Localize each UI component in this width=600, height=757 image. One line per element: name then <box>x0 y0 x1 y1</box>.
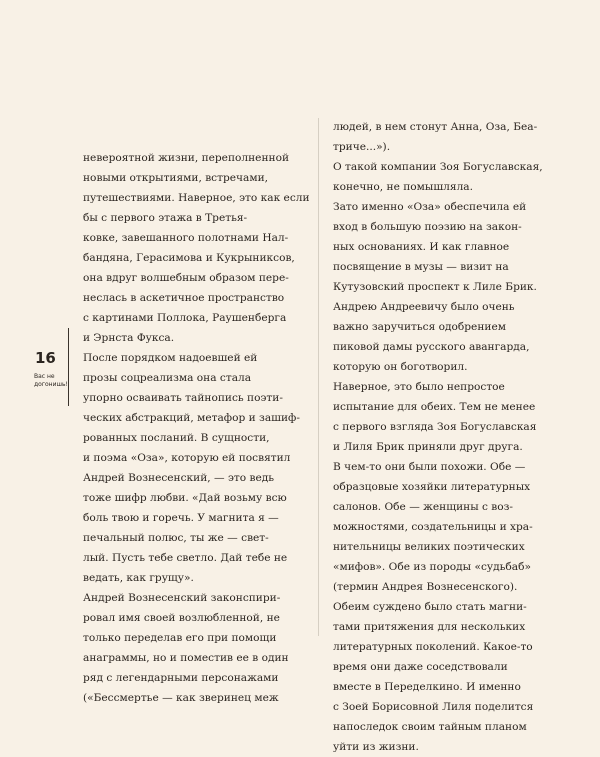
text-line: Зато именно «Оза» обеспечила ей <box>333 201 527 213</box>
text-line: тоже шифр любви. «Дай возьму всю <box>83 492 287 504</box>
text-line: (термин Андрея Вознесенского). <box>333 581 518 593</box>
text-line: уйти из жизни. <box>333 741 419 753</box>
text-line: О такой компании Зоя Богуславская, <box>333 161 543 173</box>
text-line: Андрею Андреевичу было очень <box>333 301 515 313</box>
text-line: В чем-то они были похожи. Обе — <box>333 461 526 473</box>
margin-rule <box>68 328 69 406</box>
text-line: и Эрнста Фукса. <box>83 332 175 344</box>
text-line: с Зоей Борисовной Лиля поделится <box>333 701 534 713</box>
text-line: важно заручиться одобрением <box>333 321 506 333</box>
text-line: ровал имя своей возлюбленной, не <box>83 612 280 624</box>
text-line: пиковой дамы русского авангарда, <box>333 341 530 353</box>
text-line: рованных посланий. В сущности, <box>83 432 270 444</box>
text-line: бы с первого этажа в Третья- <box>83 212 248 224</box>
text-line: с первого взгляда Зоя Богуславская <box>333 421 537 433</box>
page-number: 16 <box>35 349 56 367</box>
text-line: Наверное, это было непростое <box>333 381 505 393</box>
text-line: печальный полюс, ты же — свет- <box>83 532 269 544</box>
text-line: она вдруг волшебным образом пере- <box>83 272 289 284</box>
text-line: литературных поколений. Какое-то <box>333 641 533 653</box>
text-line: новыми открытиями, встречами, <box>83 172 269 184</box>
text-line: невероятной жизни, переполненной <box>83 152 290 164</box>
text-line: время они даже соседствовали <box>333 661 508 673</box>
text-line: ческих абстракций, метафор и зашиф- <box>83 412 300 424</box>
text-line: неслась в аскетичное пространство <box>83 292 285 304</box>
text-line: напоследок своим тайным планом <box>333 721 527 733</box>
text-line: ряд с легендарными персонажами <box>83 672 279 684</box>
text-line: ных основаниях. И как главное <box>333 241 510 253</box>
text-line: вход в большую поэзию на закон- <box>333 221 522 233</box>
text-line: После порядком надоевшей ей <box>83 352 258 364</box>
text-line: с картинами Поллока, Раушенберга <box>83 312 287 324</box>
text-line: лый. Пусть тебе светло. Дай тебе не <box>83 552 288 564</box>
text-line: и поэма «Оза», которую ей посвятил <box>83 452 291 464</box>
text-line: анаграммы, но и поместив ее в один <box>83 652 289 664</box>
left-text-column <box>83 148 328 708</box>
text-line: посвящение в музы — визит на <box>333 261 509 273</box>
running-title-line: Вас не <box>34 373 55 380</box>
text-line: только переделав его при помощи <box>83 632 277 644</box>
text-line: людей, в нем стонут Анна, Оза, Беа- <box>333 121 538 133</box>
text-line: ведать, как грущу». <box>83 572 194 584</box>
text-line: боль твою и горечь. У магнита я — <box>83 512 279 524</box>
text-line: Кутузовский проспект к Лиле Брик. <box>333 281 537 293</box>
text-line: путешествиями. Наверное, это как если <box>83 192 310 204</box>
text-line: прозы соцреализма она стала <box>83 372 252 384</box>
text-line: ковке, завешанного полотнами Нал- <box>83 232 289 244</box>
running-title-line: догонишь! <box>34 381 68 388</box>
running-title <box>34 373 68 389</box>
text-line: Обеим суждено было стать магни- <box>333 601 527 613</box>
text-line: тами притяжения для нескольких <box>333 621 526 633</box>
right-text-column <box>333 117 578 757</box>
text-line: испытание для обеих. Тем не менее <box>333 401 536 413</box>
text-line: Андрей Вознесенский, — это ведь <box>83 472 275 484</box>
text-line: триче...»). <box>333 141 391 153</box>
text-line: упорно осваивать тайнопись поэти- <box>83 392 283 404</box>
text-line: которую он боготворил. <box>333 361 468 373</box>
text-line: салонов. Обе — женщины с воз- <box>333 501 514 513</box>
text-line: вместе в Переделкино. И именно <box>333 681 521 693</box>
text-line: конечно, не помышляла. <box>333 181 473 193</box>
text-line: можностями, создательницы и хра- <box>333 521 533 533</box>
text-line: («Бессмертье — как зверинец меж <box>83 692 279 704</box>
text-line: «мифов». Обе из породы «судьбаб» <box>333 561 531 573</box>
text-line: Андрей Вознесенский законспири- <box>83 592 281 604</box>
text-line: бандяна, Герасимова и Кукрыниксов, <box>83 252 295 264</box>
text-line: и Лиля Брик приняли друг друга. <box>333 441 523 453</box>
text-line: нительницы великих поэтических <box>333 541 525 553</box>
text-line: образцовые хозяйки литературных <box>333 481 531 493</box>
